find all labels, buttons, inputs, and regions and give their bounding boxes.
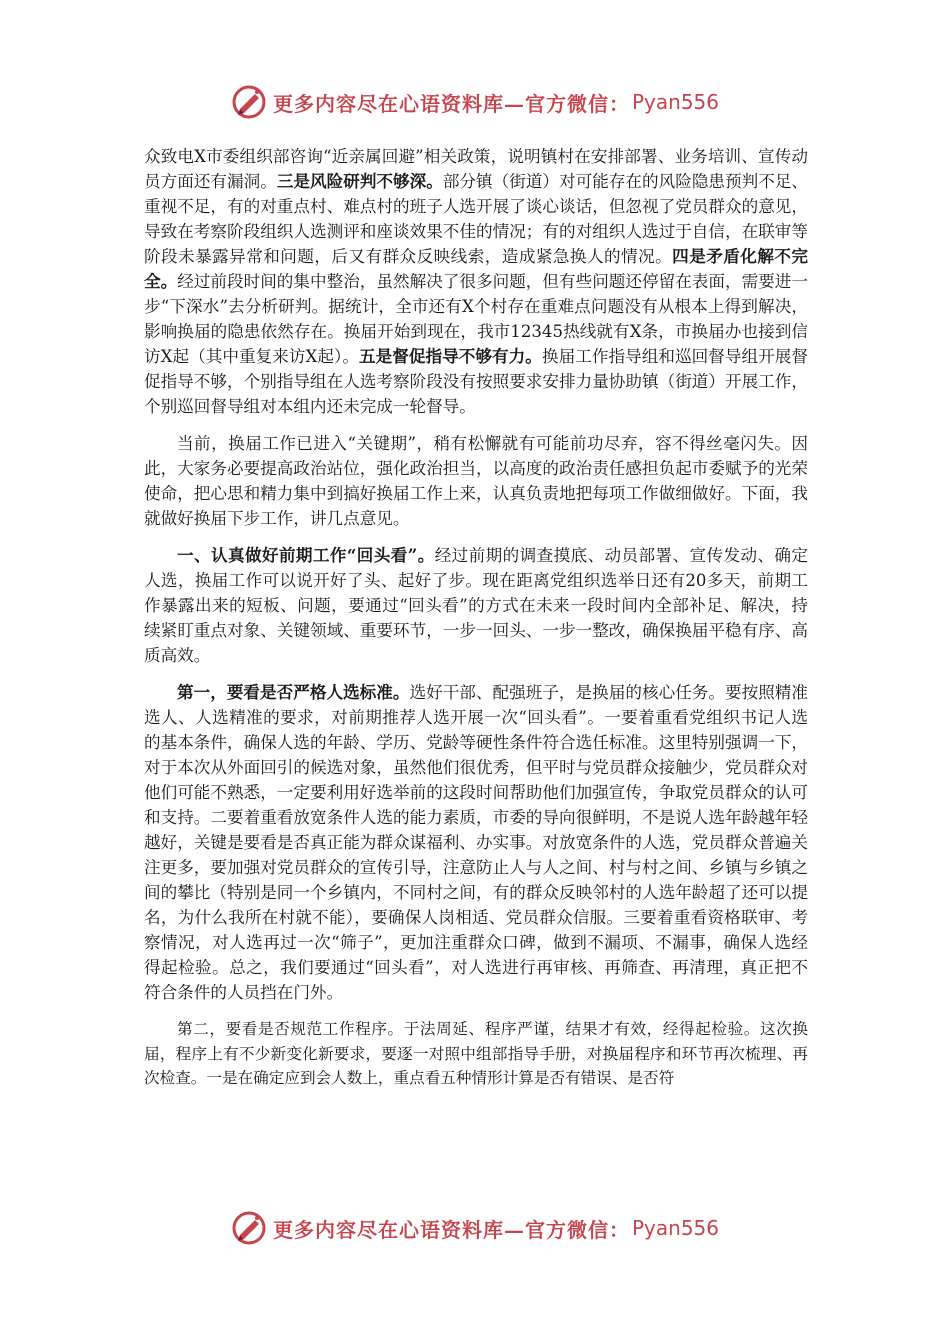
pen-logo-icon bbox=[231, 1210, 267, 1246]
paragraph-second-point bbox=[144, 1017, 808, 1091]
text-segment: 经过前期的调查摸底、动员部署、宣传发动、确定人选，换届工作可以说开好了头、起好了步。现在距离党组织选举日还有20多天，前期工作暴露出来的短板、问题，要通过“回头看”的方式在未来一段时间内全部补足、解决，持续紧盯重点对象、关键领域、重要环节，一步一回头、一步一整改，确保换届平稳有序、高质高效。 bbox=[144, 546, 808, 665]
paragraph-problems bbox=[144, 144, 808, 419]
bold-heading-segment: 三是风险研判不够深。 bbox=[276, 171, 443, 191]
text-segment: 众致电X市委组织部咨询“近亲属回避”相关政策，说明镇村在安排部署、业务培训、宣传动员方面还有漏洞。 bbox=[144, 147, 808, 191]
text-segment: 部分镇（街道）对可能存在的风险隐患预判不足、重视不足，有的对重点村、难点村的班子人选开展了谈心谈话，但忽视了党员群众的意见，导致在考察阶段组织人选测评和座谈效果不佳的情况；有的对组织人选过于自信，在联审等阶段未暴露异常和问题，后又有群众反映线索，造成紧急换人的情况。 bbox=[144, 172, 809, 266]
footer-banner bbox=[0, 1208, 950, 1248]
paragraph-key-period bbox=[144, 431, 808, 531]
banner-wechat-id: Pyan556 bbox=[631, 1216, 719, 1240]
text-segment: 经过前段时间的集中整治，虽然解决了很多问题，但有些问题还停留在表面，需要进一步“下深水”去分析研判。据统计，全市还有X个村存在重难点问题没有从根本上得到解决，影响换届的隐患依然存在。换届开始到现在，我市12345热线就有X条，市换届办也接到信访X起（其中重复来访X起）。 bbox=[144, 272, 809, 366]
banner-wechat-id: Pyan556 bbox=[631, 90, 719, 114]
paragraph-first-point bbox=[144, 680, 808, 1005]
banner-text: 更多内容尽在心语资料库—官方微信： bbox=[272, 91, 630, 116]
text-segment: 换届工作指导组和巡回督导组开展督促指导不够，个别指导组在人选考察阶段没有按照要求安排力量协助镇（街道）开展工作，个别巡回督导组对本组内还未完成一轮督导。 bbox=[144, 347, 809, 416]
header-banner bbox=[0, 82, 950, 122]
paragraph-section-one bbox=[144, 543, 808, 668]
bold-heading-segment: 四是矛盾化解不完全。 bbox=[144, 246, 809, 291]
bold-heading-segment: 一、认真做好前期工作“回头看”。 bbox=[177, 545, 435, 565]
pen-logo-icon bbox=[231, 84, 267, 120]
banner-text: 更多内容尽在心语资料库—官方微信： bbox=[272, 1217, 630, 1242]
text-segment: 选好干部、配强班子，是换届的核心任务。要按照精准选人、人选精准的要求，对前期推荐人选开展一次“回头看”。一要着重看党组织书记人选的基本条件，确保人选的年龄、学历、党龄等硬性条件符合选任标准。这里特别强调一下，对于本次从外面回引的候选对象，虽然他们很优秀，但平时与党员群众接触少，党员群众对他们可能不熟悉，一定要利用好选举前的这段时间帮助他们加强宣传，争取党员群众的认可和支持。二要着重看放宽条件人选的能力素质，市委的导向很鲜明，不是说人选年龄越年轻越好，关键是要看是否真正能为群众谋福利、办实事。对放宽条件的人选，党员群众普遍关注更多，要加强对党员群众的宣传引导，注意防止人与人之间、村与村之间、乡镇与乡镇之间的攀比（特别是同一个乡镇内，不同村之间，有的群众反映邻村的人选年龄超了还可以提名，为什么我所在村就不能），要确保人岗相适、党员群众信服。三要着重看资格联审、考察情况，对人选再过一次“筛子”，更加注重群众口碑，做到不漏项、不漏事，确保人选经得起检验。总之，我们要通过“回头看”，对人选进行再审核、再筛查、再清理，真正把不符合条件的人员挡在门外。 bbox=[144, 683, 809, 1002]
bold-heading-segment: 第一，要看是否严格人选标准。 bbox=[177, 682, 410, 702]
text-segment: 第二，要看是否规范工作程序。于法周延、程序严谨，结果才有效，经得起检验。这次换届，程序上有不少新变化新要求，要逐一对照中组部指导手册，对换届程序和环节再次梳理、再次检查。一是在确定应到会人数上，重点看五种情形计算是否有错误、是否符 bbox=[144, 1020, 808, 1087]
bold-heading-segment: 五是督促指导不够有力。 bbox=[358, 346, 542, 366]
text-segment: 当前，换届工作已进入“关键期”，稍有松懈就有可能前功尽弃，容不得丝毫闪失。因此，大家务必要提高政治站位，强化政治担当，以高度的政治责任感担负起市委赋予的光荣使命，把心思和精力集中到搞好换届工作上来，认真负责地把每项工作做细做好。下面，我就做好换届下步工作，讲几点意见。 bbox=[144, 434, 808, 528]
document-body bbox=[144, 144, 808, 1091]
